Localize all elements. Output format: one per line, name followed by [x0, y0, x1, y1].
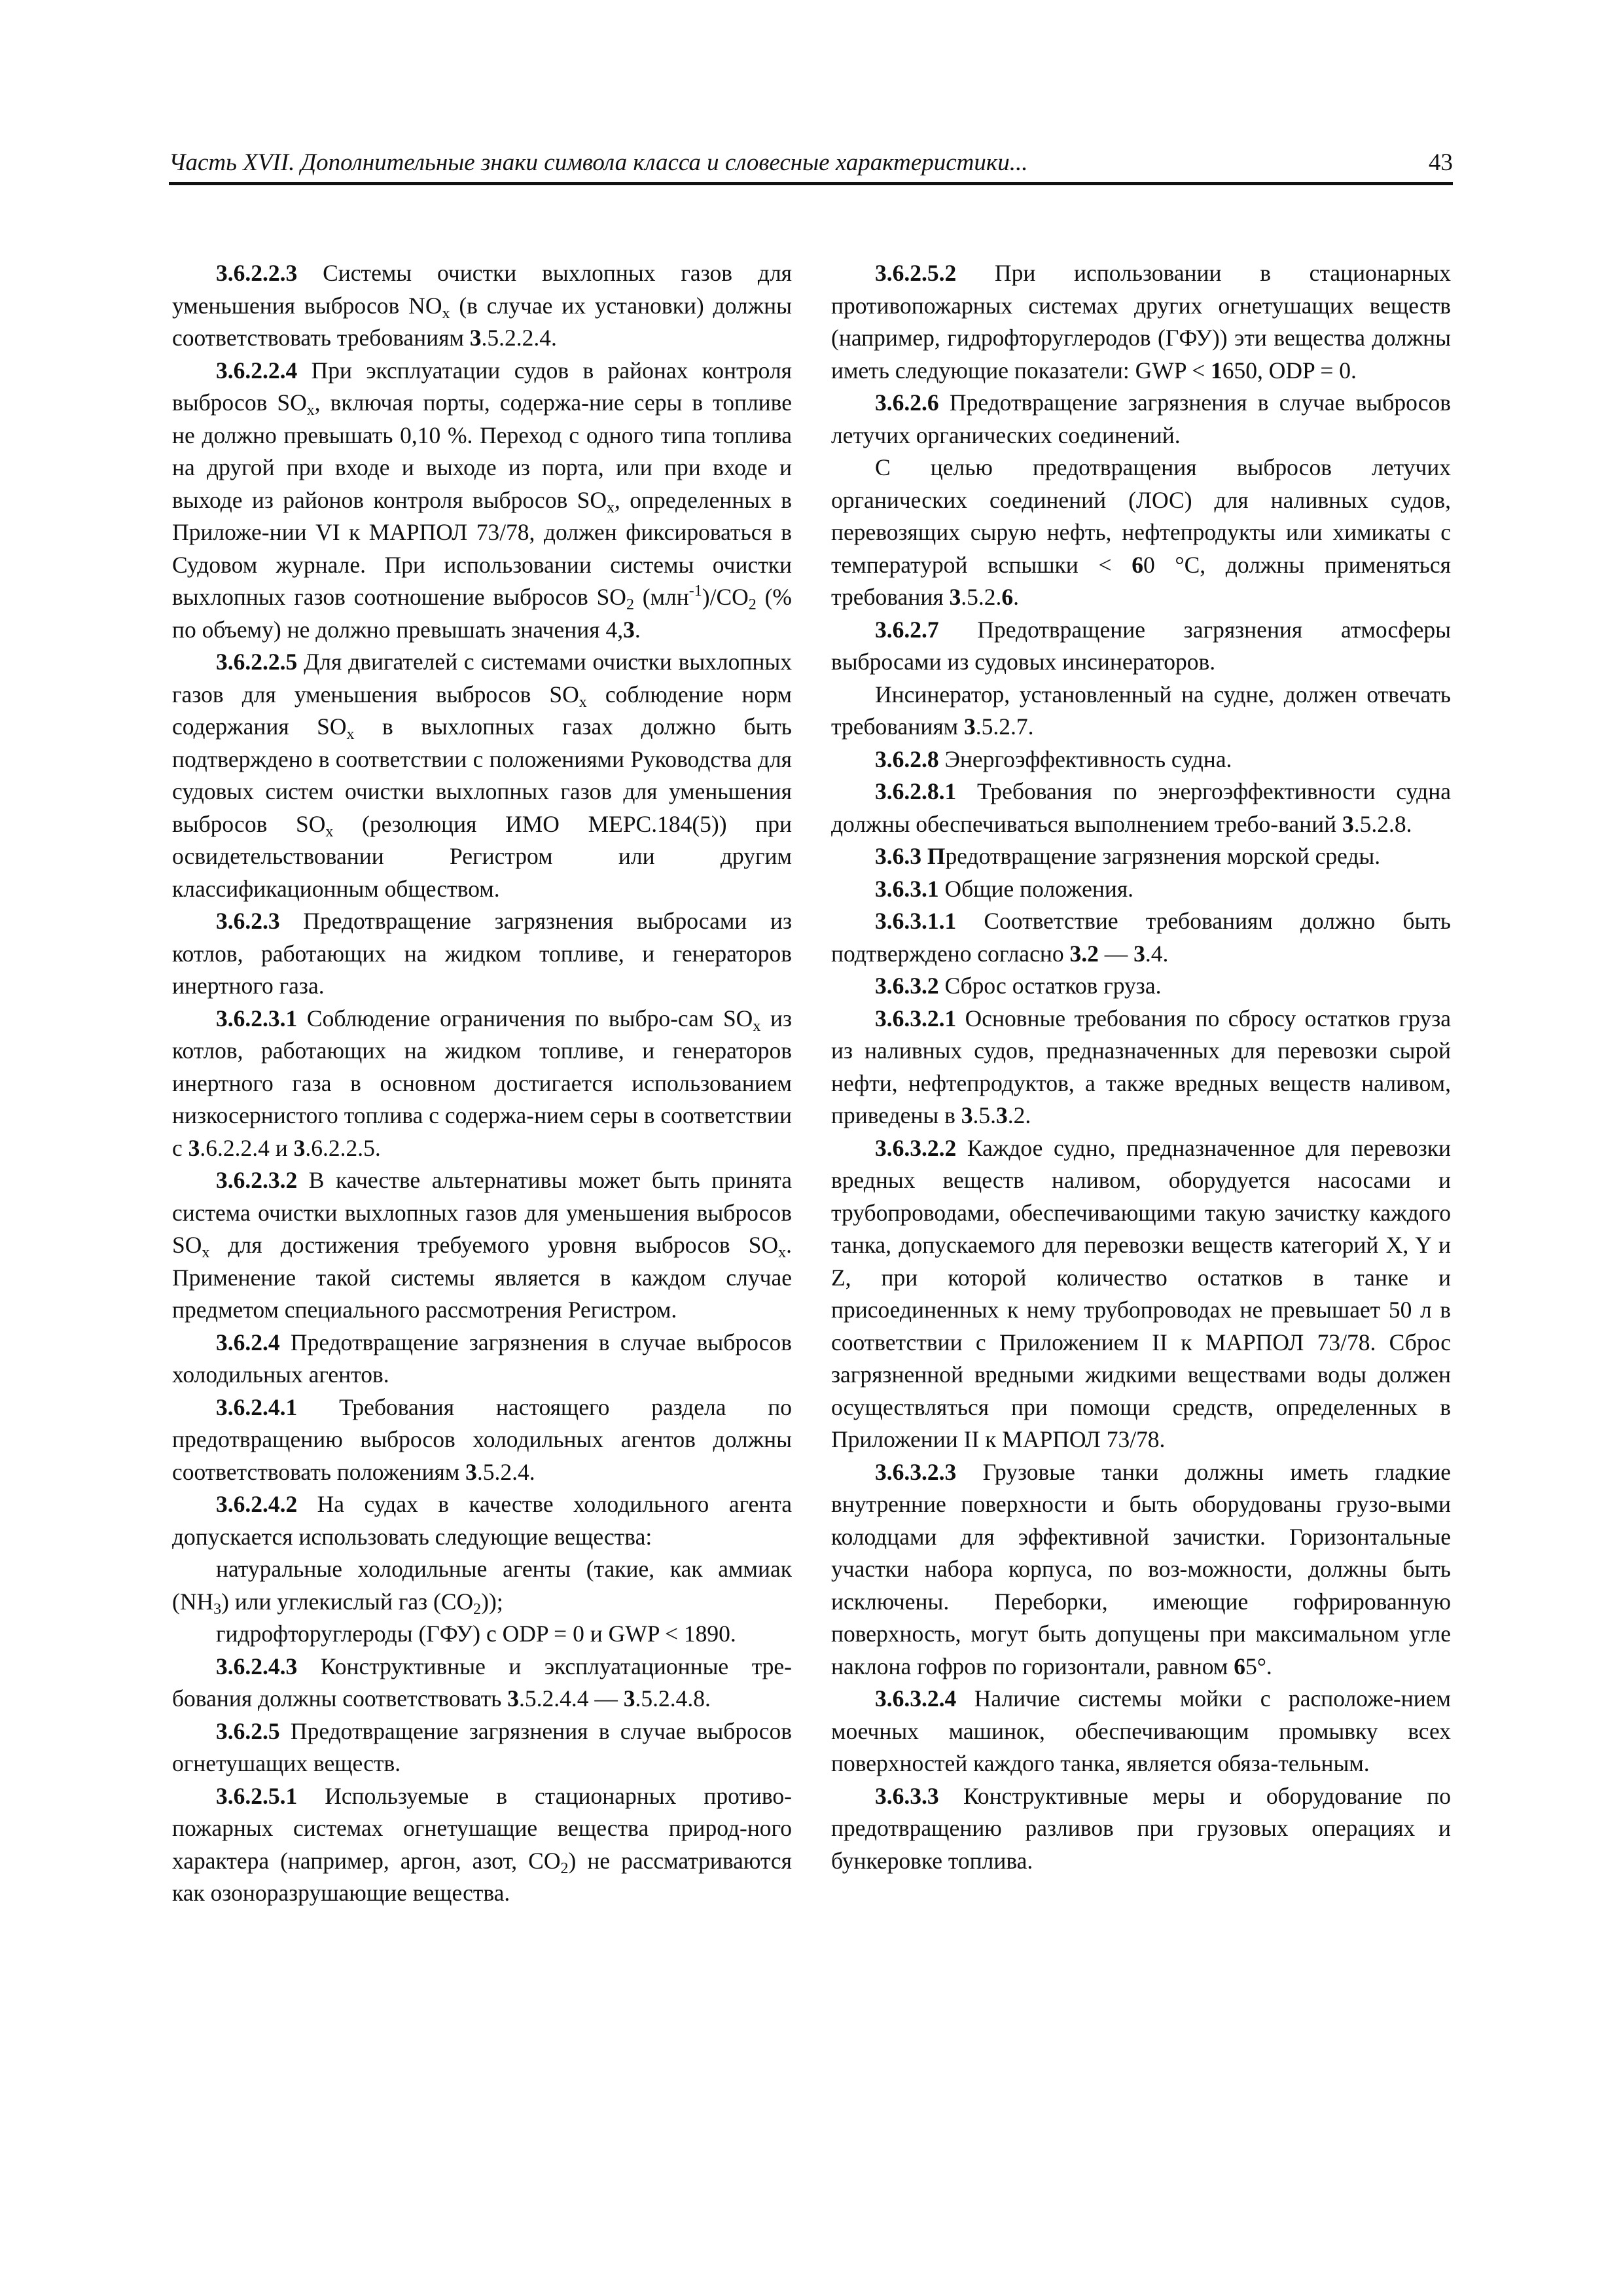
paragraph — [172, 1715, 792, 1780]
paragraph-text: Требования настоящего раздела по предотвращению выбросов холодильных агентов должны соответствовать положениям 3.5.2.4. — [172, 1393, 792, 1485]
section-number: 3.6.2.5.2 — [875, 260, 957, 286]
paragraph-text: Предотвращение загрязнения морской среды. — [927, 843, 1381, 869]
section-number: 3.6.3.2.4 — [875, 1685, 957, 1712]
paragraph — [831, 614, 1451, 679]
section-number: 3.6.2.3.1 — [216, 1005, 298, 1031]
left-column — [172, 257, 792, 1910]
paragraph — [831, 905, 1451, 970]
paragraph-text: Конструктивные меры и оборудование по предотвращению разливов при грузовых операциях и бункеровке топлива. — [831, 1782, 1451, 1874]
paragraph-text: При эксплуатации судов в районах контроля выбросов $SO_x$, включая порты, содержа-ние серы в топливе не должно превышать 0,10 %. Переход с одного типа топлива на другой при входе и выходе из порта, или при входе и выходе из районов контроля выбросов $SO_x$, определенных в Приложе-нии VI к МАРПОЛ 73/78, должен фиксироваться в Судовом журнале. При использовании системы очистки выхлопных газов соотношение выбросов $SO_2$ $(млн^{-1})/CO_2$ (% по объему) не должно превышать значения 4,3. — [172, 357, 792, 643]
paragraph-text: Используемые в стационарных противо-пожарных системах огнетушащие вещества природ-ного характера (например, аргон, азот, $CO_2$) не рассматриваются как озоноразрушающие вещества. — [172, 1782, 792, 1906]
section-number: 3.6.3.1 — [875, 875, 939, 902]
paragraph-text: Наличие системы мойки с расположе-нием моечных машинок, обеспечивающим промывку всех поверхностей каждого танка, является обяза-тельным. — [831, 1685, 1451, 1776]
paragraph-text: Инсинератор, установленный на судне, должен отвечать требованиям 3.5.2.7. — [831, 681, 1451, 740]
paragraph-text: При использовании в стационарных противопожарных системах других огнетушащих веществ (например, гидрофторуглеродов (ГФУ)) эти вещества должны иметь следующие показатели: GWP < 1650, ODP = 0. — [831, 260, 1451, 384]
section-number: 3.6.2.2.5 — [216, 649, 298, 675]
paragraph-text: В качестве альтернативы может быть принята система очистки выхлопных газов для уменьшения выбросов $SO_x$ для достижения требуемого уровня выбросов $SO_x$. Применение такой системы является в каждом случае предметом специального рассмотрения Регистром. — [172, 1167, 792, 1323]
paragraph-text: Конструктивные и эксплуатационные тре-бования должны соответствовать 3.5.2.4.4 — 3.5.2.4.8. — [172, 1653, 792, 1712]
paragraph-text: Предотвращение загрязнения в случае выбросов огнетушащих веществ. — [172, 1717, 792, 1776]
paragraph — [172, 1327, 792, 1391]
paragraph — [172, 1488, 792, 1553]
paragraph-text: Предотвращение загрязнения атмосферы выбросами из судовых инсинераторов. — [831, 616, 1451, 675]
paragraph-text: Предотвращение загрязнения в случае выбросов летучих органических соединений. — [831, 389, 1451, 448]
paragraph-text: натуральные холодильные агенты (такие, как аммиак $(NH_3)$ или углекислый газ $(CO_2)$); — [172, 1556, 792, 1618]
paragraph — [172, 1003, 792, 1165]
paragraph-text: Грузовые танки должны иметь гладкие внутренние поверхности и быть оборудованы грузо-выми колодцами для эффективной зачистки. Горизонтальные участки набора корпуса, по воз-можности, должны быть исключены. Переборки, имеющие гофрированную поверхность, могут быть допущены при максимальном угле наклона гофров по горизонтали, равном 65°. — [831, 1458, 1451, 1679]
paragraph — [172, 1618, 792, 1651]
running-header — [169, 145, 1453, 185]
paragraph-text: гидрофторуглероды (ГФУ) с ODP = 0 и GWP < 1890. — [216, 1621, 736, 1647]
section-number: 3.6.3.2.2 — [875, 1134, 957, 1161]
paragraph-text: Предотвращение загрязнения в случае выбросов холодильных агентов. — [172, 1329, 792, 1388]
paragraph — [831, 840, 1451, 873]
section-number: 3.6.2.3 — [216, 908, 280, 934]
section-number: 3.6.3.1.1 — [875, 908, 957, 934]
paragraph-text: Энергоэффективность судна. — [938, 745, 1232, 772]
paragraph-text: Требования по энергоэффективности судна должны обеспечиваться выполнением требо-ваний 3.5.2.8. — [831, 778, 1451, 837]
section-number: 3.6.2.7 — [875, 616, 939, 643]
paragraph — [831, 387, 1451, 452]
paragraph-text: Сброс остатков груза. — [938, 973, 1162, 999]
section-number: 3.6.2.6 — [875, 389, 939, 416]
section-number: 3.6.3.3 — [875, 1782, 939, 1809]
paragraph — [831, 970, 1451, 1003]
section-number: 3.6.3 — [875, 843, 921, 869]
section-number: 3.6.2.4.2 — [216, 1491, 298, 1517]
paragraph — [172, 905, 792, 1003]
paragraph — [831, 679, 1451, 744]
section-number: 3.6.2.5 — [216, 1717, 280, 1744]
paragraph — [172, 1651, 792, 1715]
section-number: 3.6.2.8 — [875, 745, 939, 772]
paragraph-text: Системы очистки выхлопных газов для уменьшения выбросов $NO_x$ (в случае их установки) должны соответствовать требованиям 3.5.2.2.4. — [172, 260, 792, 351]
section-number: 3.6.3.2 — [875, 973, 939, 999]
paragraph-text: Для двигателей с системами очистки выхлопных газов для уменьшения выбросов $SO_x$ соблюдение норм содержания $SO_x$ в выхлопных газах должно быть подтверждено в соответствии с положениями Руководства для судовых систем очистки выхлопных газов для уменьшения выбросов $SO_x$ (резолюция ИМО MEPC.184(5)) при освидетельствовании Регистром или другим классификационным обществом. — [172, 649, 792, 902]
paragraph-text: Основные требования по сбросу остатков груза из наливных судов, предназначенных для перевозки сырой нефти, нефтепродуктов, а также вредных веществ наливом, приведены в 3.5.3.2. — [831, 1005, 1451, 1128]
paragraph — [172, 1780, 792, 1910]
section-number: 3.6.2.2.4 — [216, 357, 298, 384]
paragraph — [831, 873, 1451, 906]
paragraph — [831, 452, 1451, 614]
section-number: 3.6.2.2.3 — [216, 260, 298, 286]
paragraph — [172, 257, 792, 355]
paragraph-text: Каждое судно, предназначенное для перевозки вредных веществ наливом, оборудуется насосами и трубопроводами, обеспечивающими такую зачистку каждого танка, допускаемого для перевозки веществ категорий X, Y и Z, при которой количество остатков в танке и присоединенных к нему трубопроводах не превышает 50 л в соответствии с Приложением II к МАРПОЛ 73/78. Сброс загрязненной вредными жидкими веществами воды должен осуществляться при помощи средств, определенных в Приложении II к МАРПОЛ 73/78. — [831, 1134, 1451, 1452]
paragraph — [831, 257, 1451, 387]
paragraph — [172, 1164, 792, 1327]
right-column — [831, 257, 1451, 1877]
section-number: 3.6.2.4 — [216, 1329, 280, 1355]
paragraph-text: Предотвращение загрязнения выбросами из котлов, работающих на жидком топливе, и генераторов инертного газа. — [172, 908, 792, 999]
section-number: 3.6.3.2.3 — [875, 1458, 957, 1485]
section-number: 3.6.3.2.1 — [875, 1005, 957, 1031]
paragraph — [831, 1780, 1451, 1878]
paragraph — [172, 355, 792, 647]
paragraph — [831, 1132, 1451, 1456]
section-number: 3.6.2.8.1 — [875, 778, 957, 804]
section-number: 3.6.2.3.2 — [216, 1167, 298, 1193]
paragraph — [172, 646, 792, 905]
paragraph-text: Общие положения. — [938, 875, 1134, 902]
paragraph-text: С целью предотвращения выбросов летучих органических соединений (ЛОС) для наливных судов, перевозящих сырую нефть, нефтепродукты или химикаты с температурой вспышки < 60 °C, должны применяться требования 3.5.2.6. — [831, 454, 1451, 610]
page-number: 43 — [1429, 149, 1453, 176]
paragraph — [172, 1553, 792, 1618]
section-number: 3.6.2.4.3 — [216, 1653, 298, 1679]
paragraph — [172, 1391, 792, 1489]
paragraph — [831, 1456, 1451, 1683]
paragraph — [831, 744, 1451, 776]
running-header-title: Часть XVII. Дополнительные знаки символа класса и словесные характеристики... — [169, 149, 1028, 176]
section-number: 3.6.2.4.1 — [216, 1393, 298, 1420]
paragraph-text: Соответствие требованиям должно быть подтверждено согласно 3.2 — 3.4. — [831, 908, 1451, 967]
paragraph — [831, 776, 1451, 840]
paragraph — [831, 1003, 1451, 1132]
section-number: 3.6.2.5.1 — [216, 1782, 298, 1809]
paragraph-text: На судах в качестве холодильного агента допускается использовать следующие вещества: — [172, 1491, 792, 1550]
paragraph-text: Соблюдение ограничения по выбро-сам $SO_x$ из котлов, работающих на жидком топливе, и генераторов инертного газа в основном достигается использованием низкосернистого топлива с содержа-нием серы в соответствии с 3.6.2.2.4 и 3.6.2.2.5. — [172, 1005, 792, 1161]
paragraph — [831, 1683, 1451, 1780]
